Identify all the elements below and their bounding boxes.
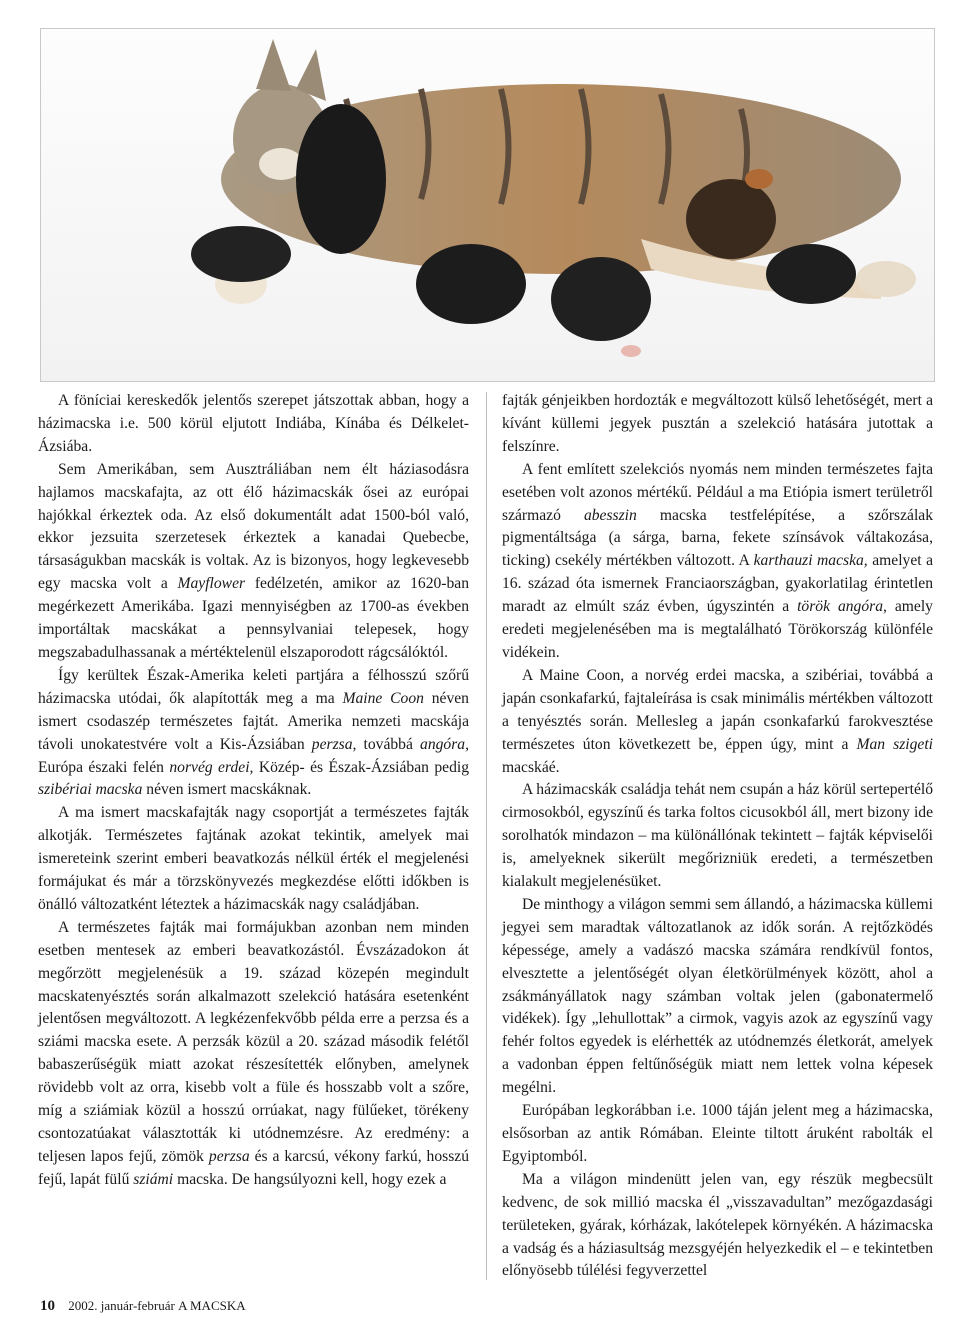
breed-name: norvég erdei,	[169, 758, 254, 776]
breed-name: szibériai macska	[38, 781, 143, 799]
paragraph: A ma ismert macskafajták nagy csoportját a természetes fajták alkotják. Természetes fajtának azokat tekintik, amelyek mai ismereteink szerint emberi beavatkozás nélkül érték el megjelenési formájukat és már a törzskönyvezés megkezdése előtti időkben is önálló változatként léteztek a házimacskák nagy családjában.	[38, 804, 469, 913]
paragraph	[502, 459, 933, 665]
paragraph	[502, 665, 933, 780]
column-divider	[486, 392, 487, 1280]
breed-name: karthauzi macska,	[753, 552, 868, 570]
paragraph	[38, 459, 469, 665]
breed-name: Man szigeti	[856, 735, 933, 753]
text-run: néven ismert macskáknak.	[146, 781, 312, 799]
text-run: Sem Amerikában, sem Ausztráliában nem élt háziasodásra hajlamos macskafajta, az ott élő házimacskák ősei az európai hajókkal érkeztek oda. Az első dokumentált adat 1500-ból való, ekkor jezsuita szerzetesek érkeztek a kanadai Quebecbe, társaságukban macskák is voltak. Az is bizonyos, hogy legkevesebb egy macska volt a	[38, 460, 469, 593]
cat-nursing-kittens-photo	[40, 28, 935, 382]
photo-illustration	[41, 29, 934, 381]
breed-name: angóra,	[420, 735, 469, 753]
text-run: macska testfelépítése, a szőrszálak pigmentáltsága (a sárga, barna, fekete színsávok váltakozása, ticking) csekély mértékben változott. A	[502, 506, 933, 570]
text-run: macskáé.	[502, 758, 560, 776]
paragraph: De minthogy a világon semmi sem állandó, a házimacska küllemi jegyei sem maradtak változatlanok az idők során. A rejtőzködés képessége, amely a vadászó macska számára rendkívül fontos, elvesztette a jelentőségét olyan életkörülmények között, ahol a zsákmányállatok nagy számban voltak jelen (gabonatermelő vidékek). Így „lehullottak” a cirmok, vagyis azok az egyszínű vagy fehér foltos egyedek is elérhették az utódnemzés életkorát, amelyek a vadonban éppen feltűnőségük miatt nem lettek volna képesek megélni.	[502, 895, 933, 1097]
text-run: és a karcsú, vékony farkú, hosszú fejű, lapát fülű	[38, 1147, 469, 1188]
issue-date: 2002. január-február	[68, 1298, 175, 1313]
text-run: A Maine Coon, a norvég erdei macska, a szibériai, továbbá a japán csonkafarkú, fajtaleírása is csak minimális mértékben változott a tenyésztés során. Mellesleg a japán csonkafarkú farokvesztése természetes úton következett be, éppen úgy, mint a	[502, 666, 933, 753]
paragraph: Ma a világon mindenütt jelen van, egy részük megbecsült kedvenc, de sok millió macska él „visszavadultan” mezőgazdasági területeken, gyárak, kórházak, lakótelepek környékén. A házimacska a vadság és a háziasultság mezsgyéjén helyezkedik el – e tekintetben előnyösebb túlélési fegyverzettel	[502, 1170, 933, 1280]
text-run: Európa északi felén	[38, 758, 164, 776]
page-footer	[40, 1298, 246, 1314]
text-run: A természetes fajták mai formájukban azonban nem minden esetben mentesek az emberi beavatkozástól. Évszázadokon át megőrzött megjelenésük a 19. század közepén megindult macskatenyésztés során alkalmazott szelekció hatására esetenként jelentősen megváltozott. A legkézenfekvőbb példa erre a perzsa és a sziámi macska esete. A perzsák közül a 20. század második felétől babaszerűségük miatt azokat részesítették előnyben, amelynek rövidebb volt az orra, kisebb volt a füle és hosszabb volt a szőre, míg a sziámiak közül a hosszú orrúakat, nagy fülűeket, törékeny csontozatúakat választották ki utódnemzésre. Az eredmény: a teljesen lapos fejű, zömök	[38, 918, 469, 1165]
breed-name: Maine Coon	[342, 689, 424, 707]
paragraph: A föníciai kereskedők jelentős szerepet játszottak abban, hogy a házimacska i.e. 500 körül eljutott Indiába, Kínába és Délkelet-Ázsiába.	[38, 392, 469, 455]
ship-name: Mayflower	[177, 575, 246, 593]
paragraph: fajták génjeikben hordozták e megváltozott külső lehetőségét, mert a kívánt küllemi jegyek pusztán a szelekció hatására jutottak a felszínre.	[502, 392, 933, 455]
left-column	[38, 390, 469, 1192]
paragraph	[38, 665, 469, 802]
text-run: A fent említett szelekciós nyomás nem minden természetes fajta esetében volt azonos mértékű. Például a ma Etiópia ismert területről származó	[502, 460, 933, 524]
text-run: fedélzetén, amikor az 1620-ban megérkezett Amerikába. Igazi mennyiségben az 1700-as években importáltak macskákat a pennsylvaniai telepesek, hogy megszabadulhassanak a mértéktelenül elszaporodott rágcsálóktól.	[38, 575, 469, 661]
text-run: macska. De hangsúlyozni kell, hogy ezek a	[177, 1170, 447, 1188]
magazine-name: A MACSKA	[178, 1298, 246, 1313]
breed-name: abesszin	[583, 506, 637, 524]
breed-name: perzsa	[208, 1147, 250, 1165]
paragraph: A házimacskák családja tehát nem csupán a ház körül sertepertélő cirmosokból, egyszínű és tarka foltos cicusokból áll, mert bizony ide sorolhatók mindazon – ma különállónak tekintett – fajták képviselői is, amelyeknek sikerült megőrizniük eredeti, a természetben kialakult megjelenésüket.	[502, 781, 933, 891]
text-run: néven ismert csodaszép természetes fajtát. Amerika nemzeti macskája távoli unokatestvére volt a Kis-Ázsiában	[38, 689, 469, 753]
breed-name: sziámi	[133, 1170, 174, 1188]
text-run: amely eredeti megjelenésében ma is megtalálható Törökország különféle vidékein.	[502, 598, 933, 661]
text-run: Így kerültek Észak-Amerika keleti partjára a félhosszú szőrű házimacska utódai, ők alapították meg a ma	[38, 666, 469, 707]
right-column	[502, 390, 933, 1283]
page-number: 10	[40, 1298, 55, 1314]
text-run: Közép- és Észak-Ázsiában pedig	[258, 758, 469, 776]
paragraph: Európában legkorábban i.e. 1000 táján jelent meg a házimacska, elsősorban az antik Rómában. Eleinte tiltott áruként rabolták el Egyiptomból.	[502, 1102, 933, 1165]
breed-name: perzsa,	[311, 735, 357, 753]
text-run: továbbá	[363, 735, 413, 753]
breed-name: török angóra,	[797, 598, 887, 616]
text-run: amelyet a 16. század óta ismernek Franciaországban, gyakorlatilag érintetlen maradt az elmúlt száz évben, úgyszintén a	[502, 552, 933, 616]
paragraph	[38, 917, 469, 1192]
